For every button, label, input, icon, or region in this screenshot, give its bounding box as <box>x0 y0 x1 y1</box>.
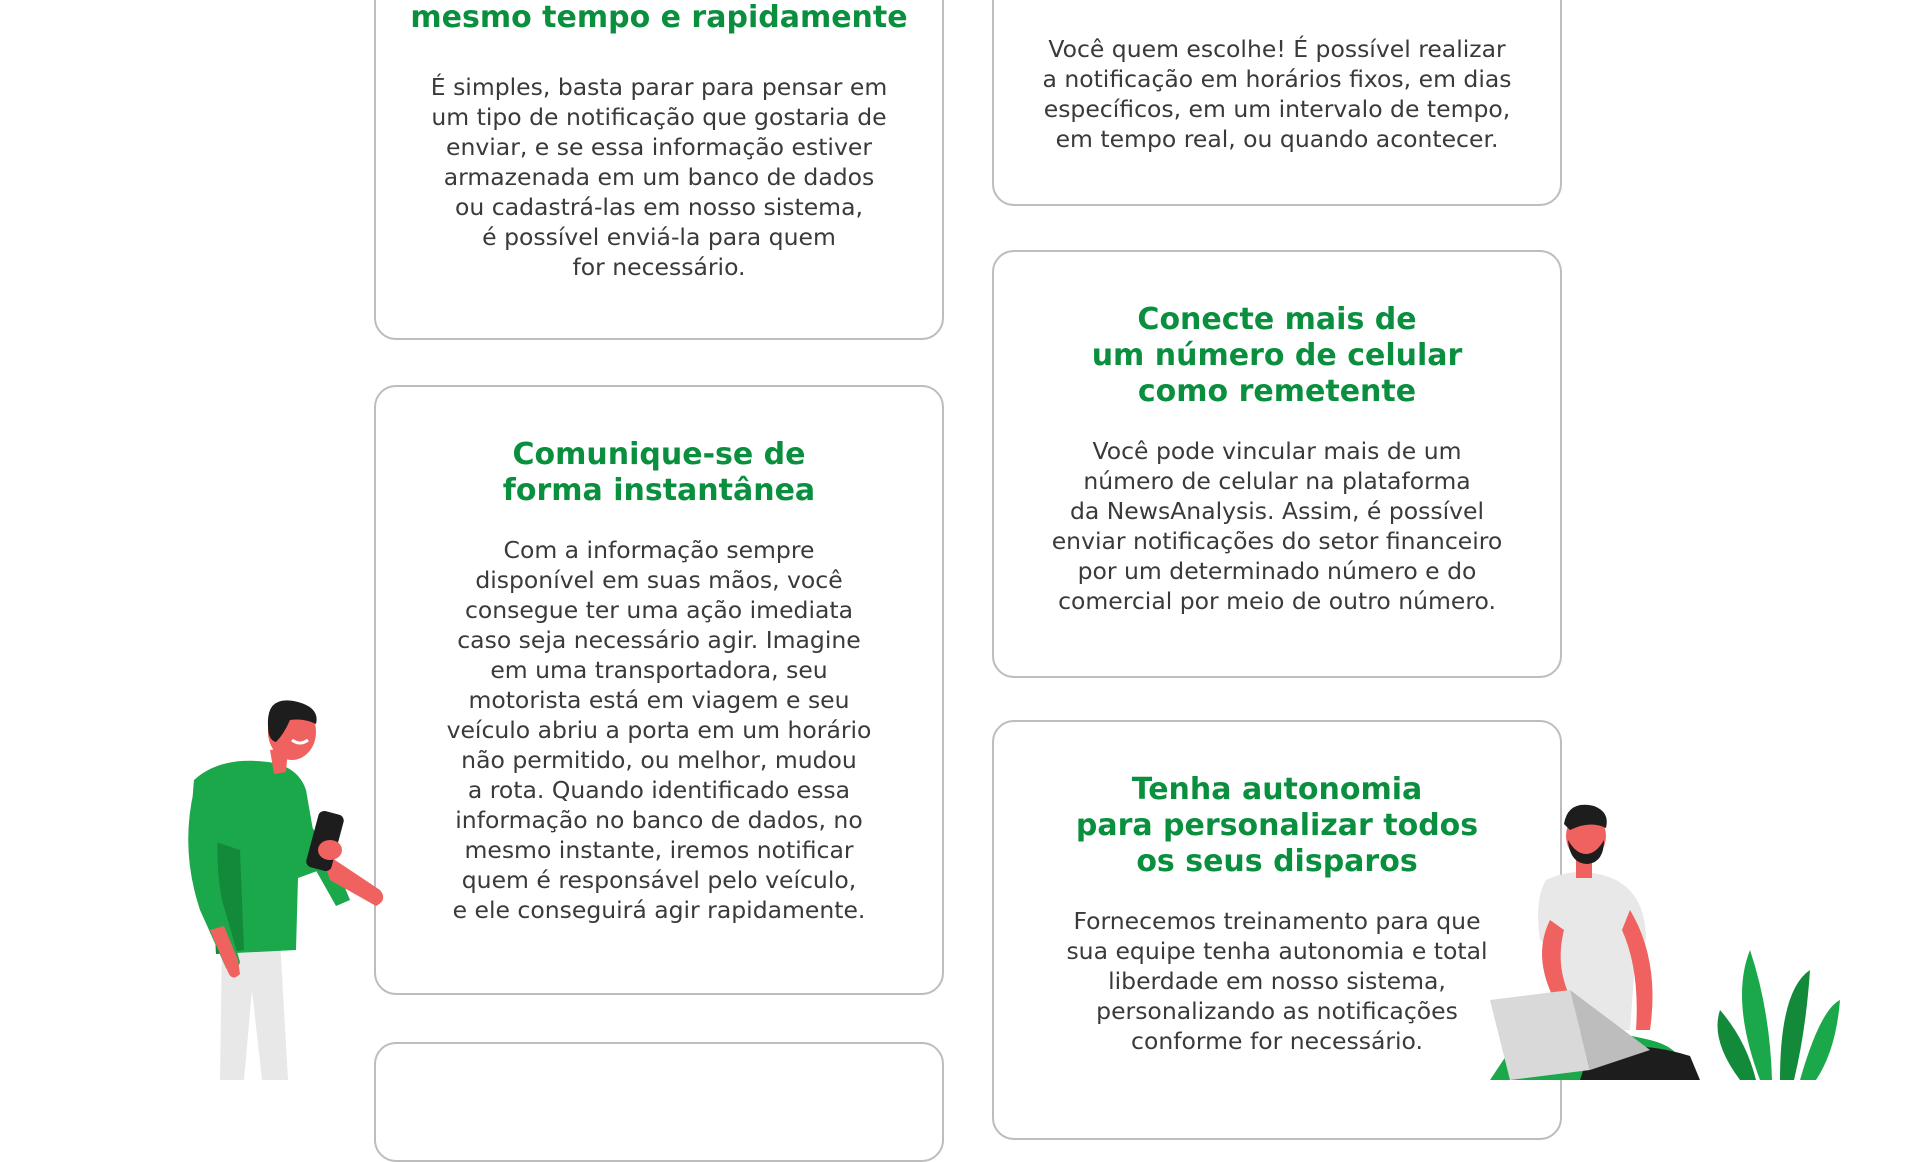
card-title: Tenha autonomia para personalizar todos os seus disparos <box>1075 772 1479 879</box>
card-body: Fornecemos treinamento para que sua equipe tenha autonomia e total liberdade em nosso sistema, personalizando as notificações conforme for necessário. <box>1066 907 1488 1055</box>
feature-card-next <box>374 1042 944 1162</box>
card-title: Comunique-se de forma instantânea <box>502 437 816 508</box>
card-title: mesmo tempo e rapidamente <box>410 0 908 35</box>
feature-card-multiple-senders <box>992 250 1562 678</box>
person-with-laptop-illustration <box>1450 800 1850 1080</box>
feature-card-instant-communication <box>374 385 944 995</box>
person-with-phone-illustration <box>180 700 400 1080</box>
card-title: Conecte mais de um número de celular como remetente <box>1091 302 1463 409</box>
card-body: Com a informação sempre disponível em suas mãos, você consegue ter uma ação imediata caso seja necessário agir. Imagine em uma transportadora, seu motorista está em viagem e seu veículo abriu a porta em um horário não permitido, ou melhor, mudou a rota. Quando identificado essa informação no banco de dados, no mesmo instante, iremos notificar quem é responsável pelo veículo, e ele conseguirá agir rapidamente. <box>446 536 872 924</box>
card-body: Você pode vincular mais de um número de celular na plataforma da NewsAnalysis. Assim, é possível enviar notificações do setor financeiro por um determinado número e do comercial por meio de outro número. <box>1051 437 1503 615</box>
card-body: É simples, basta parar para pensar em um tipo de notificação que gostaria de enviar, e se essa informação estiver armazenada em um banco de dados ou cadastrá-las em nosso sistema, é possível enviá-la para quem for necessário. <box>430 73 888 281</box>
card-body: Você quem escolhe! É possível realizar a notificação em horários fixos, em dias específicos, em um intervalo de tempo, em tempo real, ou quando acontecer. <box>1042 35 1512 153</box>
feature-card-send-fast <box>374 0 944 340</box>
feature-card-scheduling <box>992 0 1562 206</box>
